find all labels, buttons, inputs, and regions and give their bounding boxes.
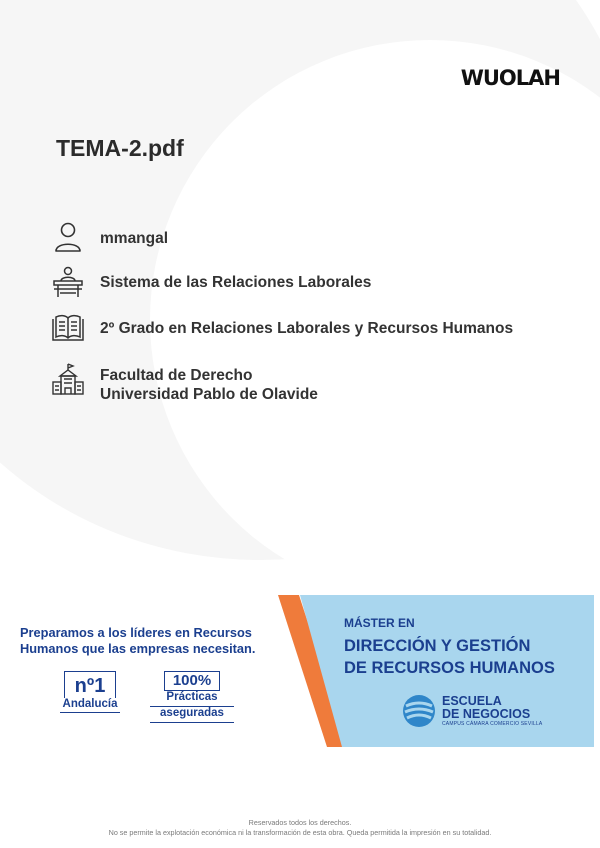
school-building-icon — [50, 362, 86, 398]
master-title-line-2: DE RECURSOS HUMANOS — [344, 659, 555, 677]
badge-rank — [60, 671, 120, 713]
badge-internships — [150, 671, 234, 723]
meta-degree — [50, 310, 513, 346]
school-line-1: ESCUELA — [442, 693, 502, 708]
meta-subject — [50, 265, 371, 301]
wuolah-logo[interactable]: WUOLAH — [460, 66, 560, 90]
student-desk-icon — [50, 265, 86, 301]
master-title-line-1: DIRECCIÓN Y GESTIÓN — [344, 637, 531, 655]
user-name: mmangal — [100, 230, 169, 247]
school-subtitle: CAMPUS CÁMARA COMERCIO SEVILLA — [442, 720, 543, 727]
badge-rank-region: Andalucía — [60, 698, 120, 713]
university-name: Universidad Pablo de Olavide — [100, 386, 318, 403]
badge-rank-number: nº1 — [64, 671, 116, 698]
subject-name: Sistema de las Relaciones Laborales — [100, 274, 372, 291]
ad-banner[interactable] — [0, 595, 594, 747]
document-title: TEMA-2.pdf — [56, 135, 184, 161]
footer-rights: Reservados todos los derechos. — [248, 818, 352, 827]
promo-line-1: Preparamos a los líderes en Recursos — [20, 625, 252, 640]
footer-notice: No se permite la explotación económica ni la transformación de esta obra. Queda permitida la impresión en su totalidad. — [108, 828, 492, 837]
school-line-2: DE NEGOCIOS — [442, 706, 531, 721]
globe-icon — [402, 694, 436, 728]
badge-internships-line2: aseguradas — [150, 707, 234, 723]
school-logo — [402, 694, 542, 728]
master-label: MÁSTER EN — [344, 616, 415, 630]
badge-internships-percent: 100% — [164, 671, 220, 691]
promo-line-2: Humanos que las empresas necesitan. — [20, 641, 256, 656]
footer — [0, 818, 600, 838]
meta-user — [50, 220, 168, 256]
open-book-icon — [50, 310, 86, 346]
banner-promo-text — [20, 625, 290, 657]
user-icon — [50, 220, 86, 256]
master-title — [344, 635, 555, 679]
badge-internships-line1: Prácticas — [150, 691, 234, 707]
faculty-name: Facultad de Derecho — [100, 367, 253, 384]
degree-name: 2º Grado en Relaciones Laborales y Recursos Humanos — [100, 320, 514, 337]
meta-institution — [50, 362, 318, 404]
